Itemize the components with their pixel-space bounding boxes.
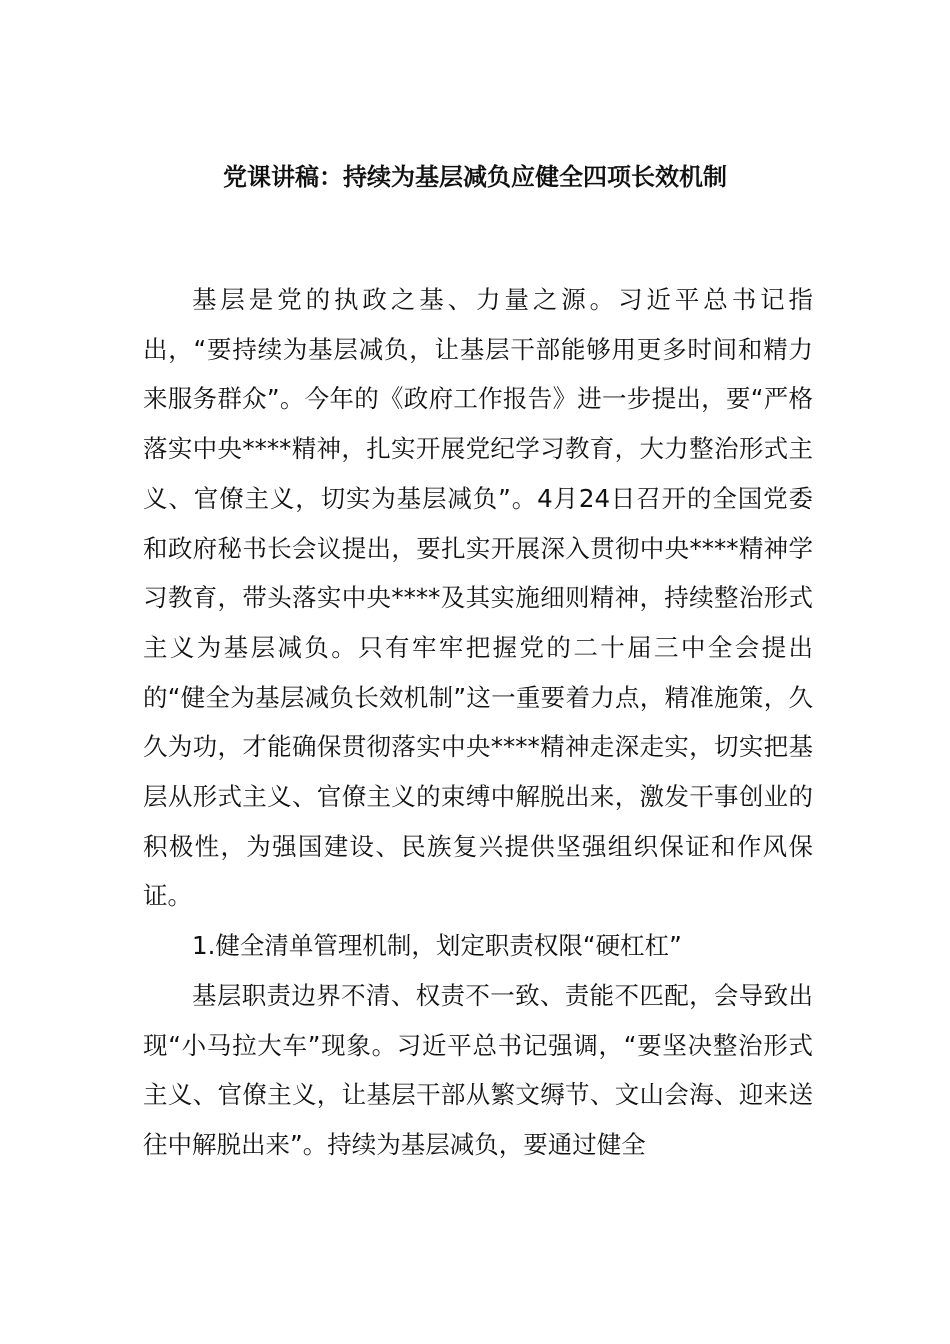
section-heading: 1.健全清单管理机制，划定职责权限“硬杠杠” <box>192 931 682 961</box>
intro-paragraph: 基层是党的执政之基、力量之源。习近平总书记指出，“要持续为基层减负，让基层干部能够用更多时间和精力来服务群众”。今年的《政府工作报告》进一步提出，要“严格落实中央****精神，扎实开展党纪学习教育，大力整治形式主义、官僚主义，切实为基层减负”。4月24日召开的全国党委和政府秘书长会议提出，要扎实开展深入贯彻中央****精神学习教育，带头落实中央****及其实施细则精神，持续整治形式主义为基层减负。只有牢牢把握党的二十届三中全会提出的“健全为基层减负长效机制”这一重要着力点，精准施策，久久为功，才能确保贯彻落实中央****精神走深走实，切实把基层从形式主义、官僚主义的束缚中解脱出来，激发干事创业的积极性，为强国建设、民族复兴提供坚强组织保证和作风保证。 <box>143 285 813 911</box>
document-body <box>143 275 813 1170</box>
section-paragraph: 基层职责边界不清、权责不一致、责能不匹配，会导致出现“小马拉大车”现象。习近平总书记强调，“要坚决整治形式主义、官僚主义，让基层干部从繁文缛节、文山会海、迎来送往中解脱出来”。持续为基层减负，要通过健全 <box>143 980 813 1159</box>
document-title: 党课讲稿：持续为基层减负应健全四项长效机制 <box>223 163 727 191</box>
